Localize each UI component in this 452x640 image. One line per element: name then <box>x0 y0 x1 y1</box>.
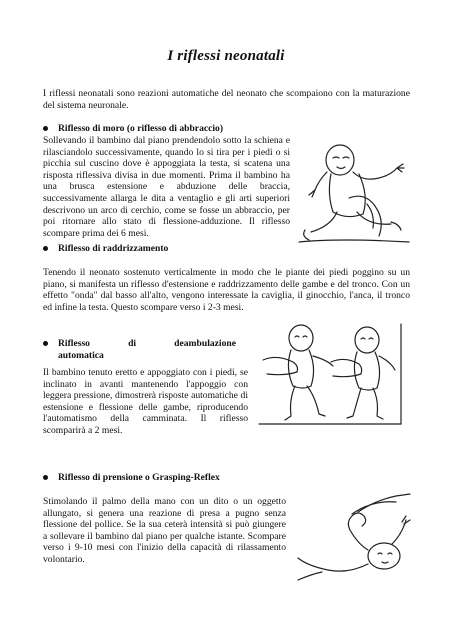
intro-paragraph: I riflessi neonatali sono reazioni automatiche del neonato che scompaiono con la maturazione del sistema neuronale. <box>43 88 410 111</box>
section-raddrizzamento-body: Tenendo il neonato sostenuto verticalmente in modo che le piante dei piedi poggino su un piano, si manifesta un riflesso d'estensione e raddrizzamento delle gambe e del tronco. Con un effetto "onda" dal basso all'alto, vengono interessate la caviglia, il ginocchio, l'anca, il tronco ed infine la testa. Questo scompare verso i 2-3 mesi. <box>43 267 410 313</box>
moro-reflex-illustration <box>297 138 417 248</box>
section-raddrizzamento-heading <box>58 243 168 255</box>
bullet-icon <box>43 475 48 480</box>
section-prensione-body: Stimolando il palmo della mano con un dito o un oggetto allungato, si genera una reazione di presa a pugno senza flessione del pollice. Se la sua ceterà intensità si può giungere a sollevare il bambino dal piano per qualche istante. Scompare verso i 9-10 mesi con l'inizio della capacità di rilassamento volontario. <box>43 496 286 565</box>
bullet-icon <box>43 246 48 251</box>
section-prensione-heading-text: Riflesso di prensione o Grasping-Reflex <box>58 472 220 483</box>
section-moro-body: Sollevando il bambino dal piano prendendolo sotto la schiena e rilasciandolo successivamente, quando lo si tira per i piedi o si picchia sul cuscino dove è appoggiata la testa, si scatena una risposta riflessiva divisa in due momenti. Prima il bambino ha una brusca estensione e abduzione delle braccia, successivamente allarga le dita a ventaglio e gli arti superiori descrivono un arco di cerchio, come se fosse un abbraccio, per poi ritornare allo stato di flessione-adduzione. Il riflesso scompare prima dei 6 mesi. <box>43 135 290 239</box>
section-deambulazione-body: Il bambino tenuto eretto e appoggiato con i piedi, se inclinato in avanti mantenendo l'appoggio con leggera pressione, dimostrerà risposte automatiche di estensione e flessione delle gambe, riproducendo l'automatismo della camminata. Il riflesso scomparirà a 2 mesi. <box>43 367 248 436</box>
grasping-reflex-illustration <box>292 492 418 582</box>
page-title: I riflessi neonatali <box>167 48 285 64</box>
heading-word: Riflesso <box>58 338 90 349</box>
section-prensione-heading <box>58 472 220 484</box>
section-moro-heading-text: Riflesso di moro (o riflesso di abbraccio) <box>58 123 224 134</box>
stepping-reflex-illustration <box>255 320 405 432</box>
section-deambulazione-heading <box>58 338 236 361</box>
bullet-icon <box>43 126 48 131</box>
heading-word: di <box>128 338 137 349</box>
bullet-icon <box>43 341 48 346</box>
section-deambulazione-heading-line1 <box>58 338 236 350</box>
section-raddrizzamento-heading-text: Riflesso di raddrizzamento <box>58 243 169 254</box>
section-deambulazione-heading-line2: automatica <box>58 349 104 361</box>
heading-word: deambulazione <box>174 338 236 349</box>
section-moro-heading <box>58 123 223 135</box>
